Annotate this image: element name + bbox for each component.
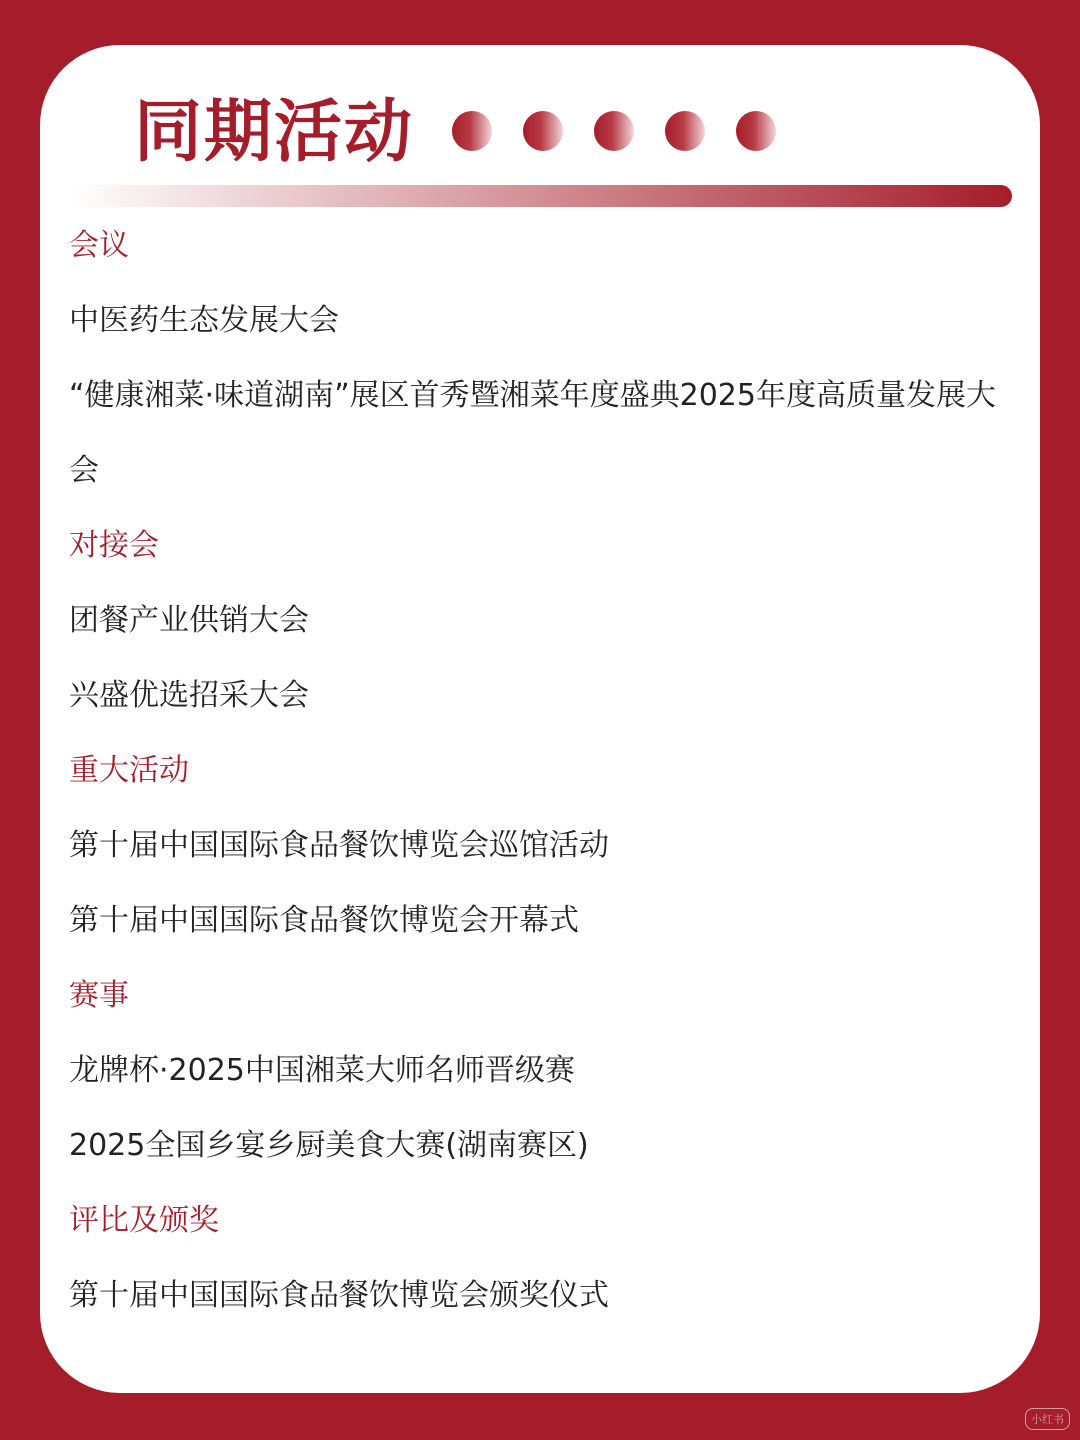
category-matchmaking: 对接会	[69, 528, 159, 563]
list-item: 兴盛优选招采大会	[69, 678, 309, 713]
category-major-events: 重大活动	[69, 753, 189, 788]
list-item: 龙牌杯·2025中国湘菜大师名师晋级赛	[69, 1053, 575, 1088]
dot-icon	[523, 111, 563, 151]
gradient-divider	[70, 185, 1012, 207]
list-item: 中医药生态发展大会	[69, 303, 339, 338]
list-item: 第十届中国国际食品餐饮博览会开幕式	[69, 903, 579, 938]
list-item: 第十届中国国际食品餐饮博览会颁奖仪式	[69, 1278, 609, 1313]
category-competitions: 赛事	[69, 978, 129, 1013]
dot-icon	[452, 111, 492, 151]
list-item: “健康湘菜·味道湖南”展区首秀暨湘菜年度盛典2025年度高质量发展大会	[69, 378, 996, 488]
list-item: 团餐产业供销大会	[69, 603, 309, 638]
category-meetings: 会议	[69, 228, 129, 263]
list-item: 2025全国乡宴乡厨美食大赛(湖南赛区)	[69, 1128, 589, 1163]
list-item: 第十届中国国际食品餐饮博览会巡馆活动	[69, 828, 609, 863]
dot-icon	[594, 111, 634, 151]
activity-list	[69, 208, 1019, 1333]
category-awards: 评比及颁奖	[69, 1203, 219, 1238]
dot-icon	[665, 111, 705, 151]
watermark-logo: 小红书	[1025, 1408, 1070, 1430]
content-card	[40, 45, 1040, 1393]
page-title: 同期活动	[134, 92, 415, 172]
dot-icon	[736, 111, 776, 151]
